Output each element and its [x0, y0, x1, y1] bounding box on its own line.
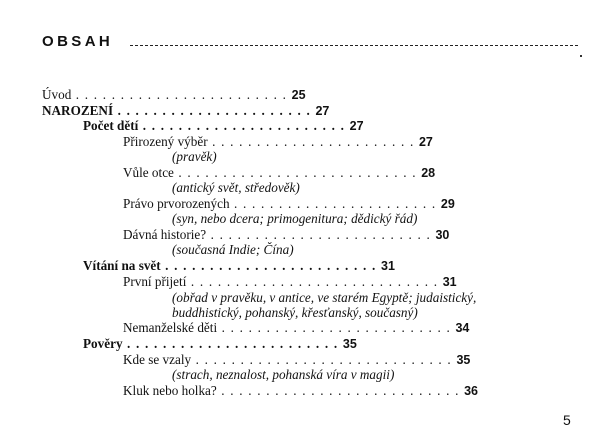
toc-label: NAROZENÍ	[42, 103, 114, 118]
toc-page: 28	[421, 166, 436, 180]
toc-entry-nemanzelske-deti[interactable]	[123, 320, 469, 336]
toc-page: 34	[455, 321, 470, 335]
toc-page: 27	[418, 135, 433, 149]
toc-leader: . . . . . . . . . . . . . . . . . . . . . .	[113, 103, 316, 118]
toc-leader: . . . . . . . . . . . . . . . . . . . . . . . .	[71, 87, 292, 102]
toc-page: 30	[435, 228, 450, 242]
toc-leader: . . . . . . . . . . . . . . . . . . . . . . . . . . .	[173, 165, 422, 180]
toc-entry-prvni-prijeti[interactable]	[123, 274, 457, 290]
toc-note: buddhistický, pohanský, křesťanský, současný)	[172, 305, 418, 320]
toc-page: 27	[349, 119, 364, 133]
toc-entry-pravo-prvorozenych[interactable]	[123, 196, 455, 212]
toc-label: Úvod	[42, 87, 72, 102]
toc-leader: . . . . . . . . . . . . . . . . . . . . . . . . .	[206, 227, 436, 242]
toc-label: Kde se vzaly	[123, 352, 192, 367]
toc-page: 35	[342, 337, 357, 351]
toc-page: 36	[464, 384, 478, 398]
toc-note: (antický svět, středověk)	[172, 180, 300, 195]
toc-entry-davna-historie[interactable]	[123, 227, 449, 243]
toc-note: (syn, nebo dcera; primogenitura; dědický řád)	[172, 211, 418, 226]
toc-label: Pověry	[83, 336, 123, 351]
toc-leader: . . . . . . . . . . . . . . . . . . . . . . . . . . . .	[186, 274, 443, 289]
page-number: 5	[563, 412, 571, 428]
toc-leader: . . . . . . . . . . . . . . . . . . . . . . .	[207, 134, 419, 149]
toc-leader: . . . . . . . . . . . . . . . . . . . . . . . . . . . . .	[191, 352, 457, 367]
toc-note: (obřad v pravěku, v antice, ve starém Egyptě; judaistický,	[172, 290, 477, 305]
toc-leader: . . . . . . . . . . . . . . . . . . . . . . .	[229, 196, 441, 211]
toc-note: (současná Indie; Čína)	[172, 242, 294, 257]
toc-leader: . . . . . . . . . . . . . . . . . . . . . . . . . . .	[216, 383, 465, 398]
toc-label: První přijetí	[123, 274, 187, 289]
toc-entry-kde-se-vzaly[interactable]	[123, 352, 470, 368]
toc-entry-vitani-na-svet[interactable]	[83, 258, 395, 274]
toc-label: Nemanželské děti	[123, 320, 218, 335]
toc-entry-kluk-nebo-holka[interactable]	[123, 383, 478, 399]
toc-entry-prirozeny-vyber[interactable]	[123, 134, 433, 150]
toc-label: Kluk nebo holka?	[123, 383, 217, 398]
toc-label: Počet dětí	[83, 118, 139, 133]
toc-label: Dávná historie?	[123, 227, 207, 242]
toc-entry-vule-otce[interactable]	[123, 165, 435, 181]
toc-leader: . . . . . . . . . . . . . . . . . . . . . . . . . .	[217, 320, 456, 335]
toc-entry-uvod[interactable]	[42, 87, 306, 103]
toc-page: 27	[315, 104, 330, 118]
toc-page: 25	[291, 88, 306, 102]
toc-note: (strach, neznalost, pohanská víra v magii)	[172, 367, 395, 382]
toc-label: Přirozený výběr	[123, 134, 208, 149]
toc-leader: . . . . . . . . . . . . . . . . . . . . . . .	[138, 118, 350, 133]
toc-entry-narozeni[interactable]	[42, 103, 329, 119]
toc-label: Právo prvorozených	[123, 196, 230, 211]
toc-entry-pocet-deti[interactable]	[83, 118, 364, 134]
toc-leader: . . . . . . . . . . . . . . . . . . . . . . . .	[122, 336, 343, 351]
toc-heading: OBSAH	[42, 33, 114, 50]
toc-label: Vůle otce	[123, 165, 174, 180]
toc-leader: . . . . . . . . . . . . . . . . . . . . . . . .	[160, 258, 382, 273]
toc-note: (pravěk)	[172, 149, 217, 164]
toc-page: 31	[442, 275, 457, 289]
toc-label: Vítání na svět	[83, 258, 161, 273]
toc-entry-povery[interactable]	[83, 336, 357, 352]
toc-page: 31	[381, 259, 395, 273]
toc-page: 35	[456, 353, 471, 367]
toc-page: 29	[440, 197, 455, 211]
